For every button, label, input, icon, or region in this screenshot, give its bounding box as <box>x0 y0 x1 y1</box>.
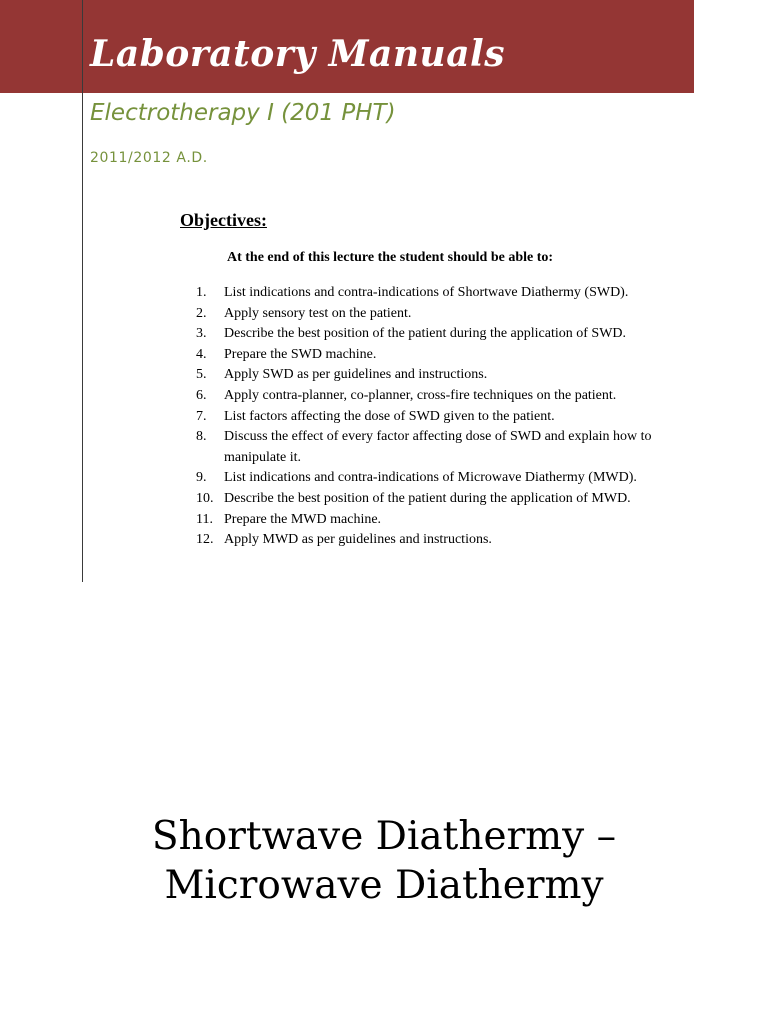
item-number: 10. <box>196 490 214 506</box>
left-margin-rule <box>82 0 83 582</box>
item-text: Apply SWD as per guidelines and instructions. <box>224 367 488 383</box>
document-title-line-2: Microwave Diathermy <box>164 863 604 908</box>
item-text: Apply contra-planner, co-planner, cross-fire techniques on the patient. <box>224 387 617 403</box>
objectives-intro: At the end of this lecture the student should be able to: <box>227 250 554 265</box>
item-text: Describe the best position of the patient during the application of SWD. <box>224 326 627 342</box>
list-item <box>196 324 691 345</box>
item-number: 8. <box>196 429 207 445</box>
list-item <box>196 304 691 325</box>
item-number: 6. <box>196 387 207 403</box>
list-item <box>196 468 691 489</box>
list-item <box>196 530 691 551</box>
document-title-line-1: Shortwave Diathermy – <box>151 814 617 859</box>
item-text: Prepare the MWD machine. <box>224 511 382 527</box>
list-item <box>196 407 691 428</box>
academic-year: 2011/2012 A.D. <box>90 150 208 166</box>
item-number: 3. <box>196 326 207 342</box>
list-item <box>196 345 691 366</box>
item-text: Apply MWD as per guidelines and instructions. <box>224 532 492 548</box>
item-text: Discuss the effect of every factor affecting dose of SWD and explain how to manipulate it. <box>224 429 652 465</box>
list-item <box>196 510 691 531</box>
item-text: List indications and contra-indications of Shortwave Diathermy (SWD). <box>224 285 629 300</box>
list-item <box>196 283 691 304</box>
manual-title: Laboratory Manuals <box>90 33 505 75</box>
list-item <box>196 365 691 386</box>
item-text: Apply sensory test on the patient. <box>224 305 412 321</box>
item-number: 5. <box>196 367 207 383</box>
item-number: 2. <box>196 305 207 321</box>
list-item <box>196 489 691 510</box>
item-text: Prepare the SWD machine. <box>224 346 377 362</box>
list-item <box>196 427 691 468</box>
item-text: List factors affecting the dose of SWD given to the patient. <box>224 408 555 424</box>
item-number: 7. <box>196 408 207 424</box>
document-title <box>0 812 768 910</box>
objectives-heading: Objectives: <box>180 210 267 230</box>
item-text: List indications and contra-indications of Microwave Diathermy (MWD). <box>224 470 637 486</box>
item-number: 1. <box>196 285 207 300</box>
list-item <box>196 386 691 407</box>
course-title: Electrotherapy I (201 PHT) <box>90 100 396 126</box>
item-number: 11. <box>196 511 213 527</box>
item-number: 12. <box>196 532 214 548</box>
item-number: 4. <box>196 346 207 362</box>
objectives-list <box>196 283 691 551</box>
item-text: Describe the best position of the patient during the application of MWD. <box>224 490 631 506</box>
item-number: 9. <box>196 470 207 486</box>
